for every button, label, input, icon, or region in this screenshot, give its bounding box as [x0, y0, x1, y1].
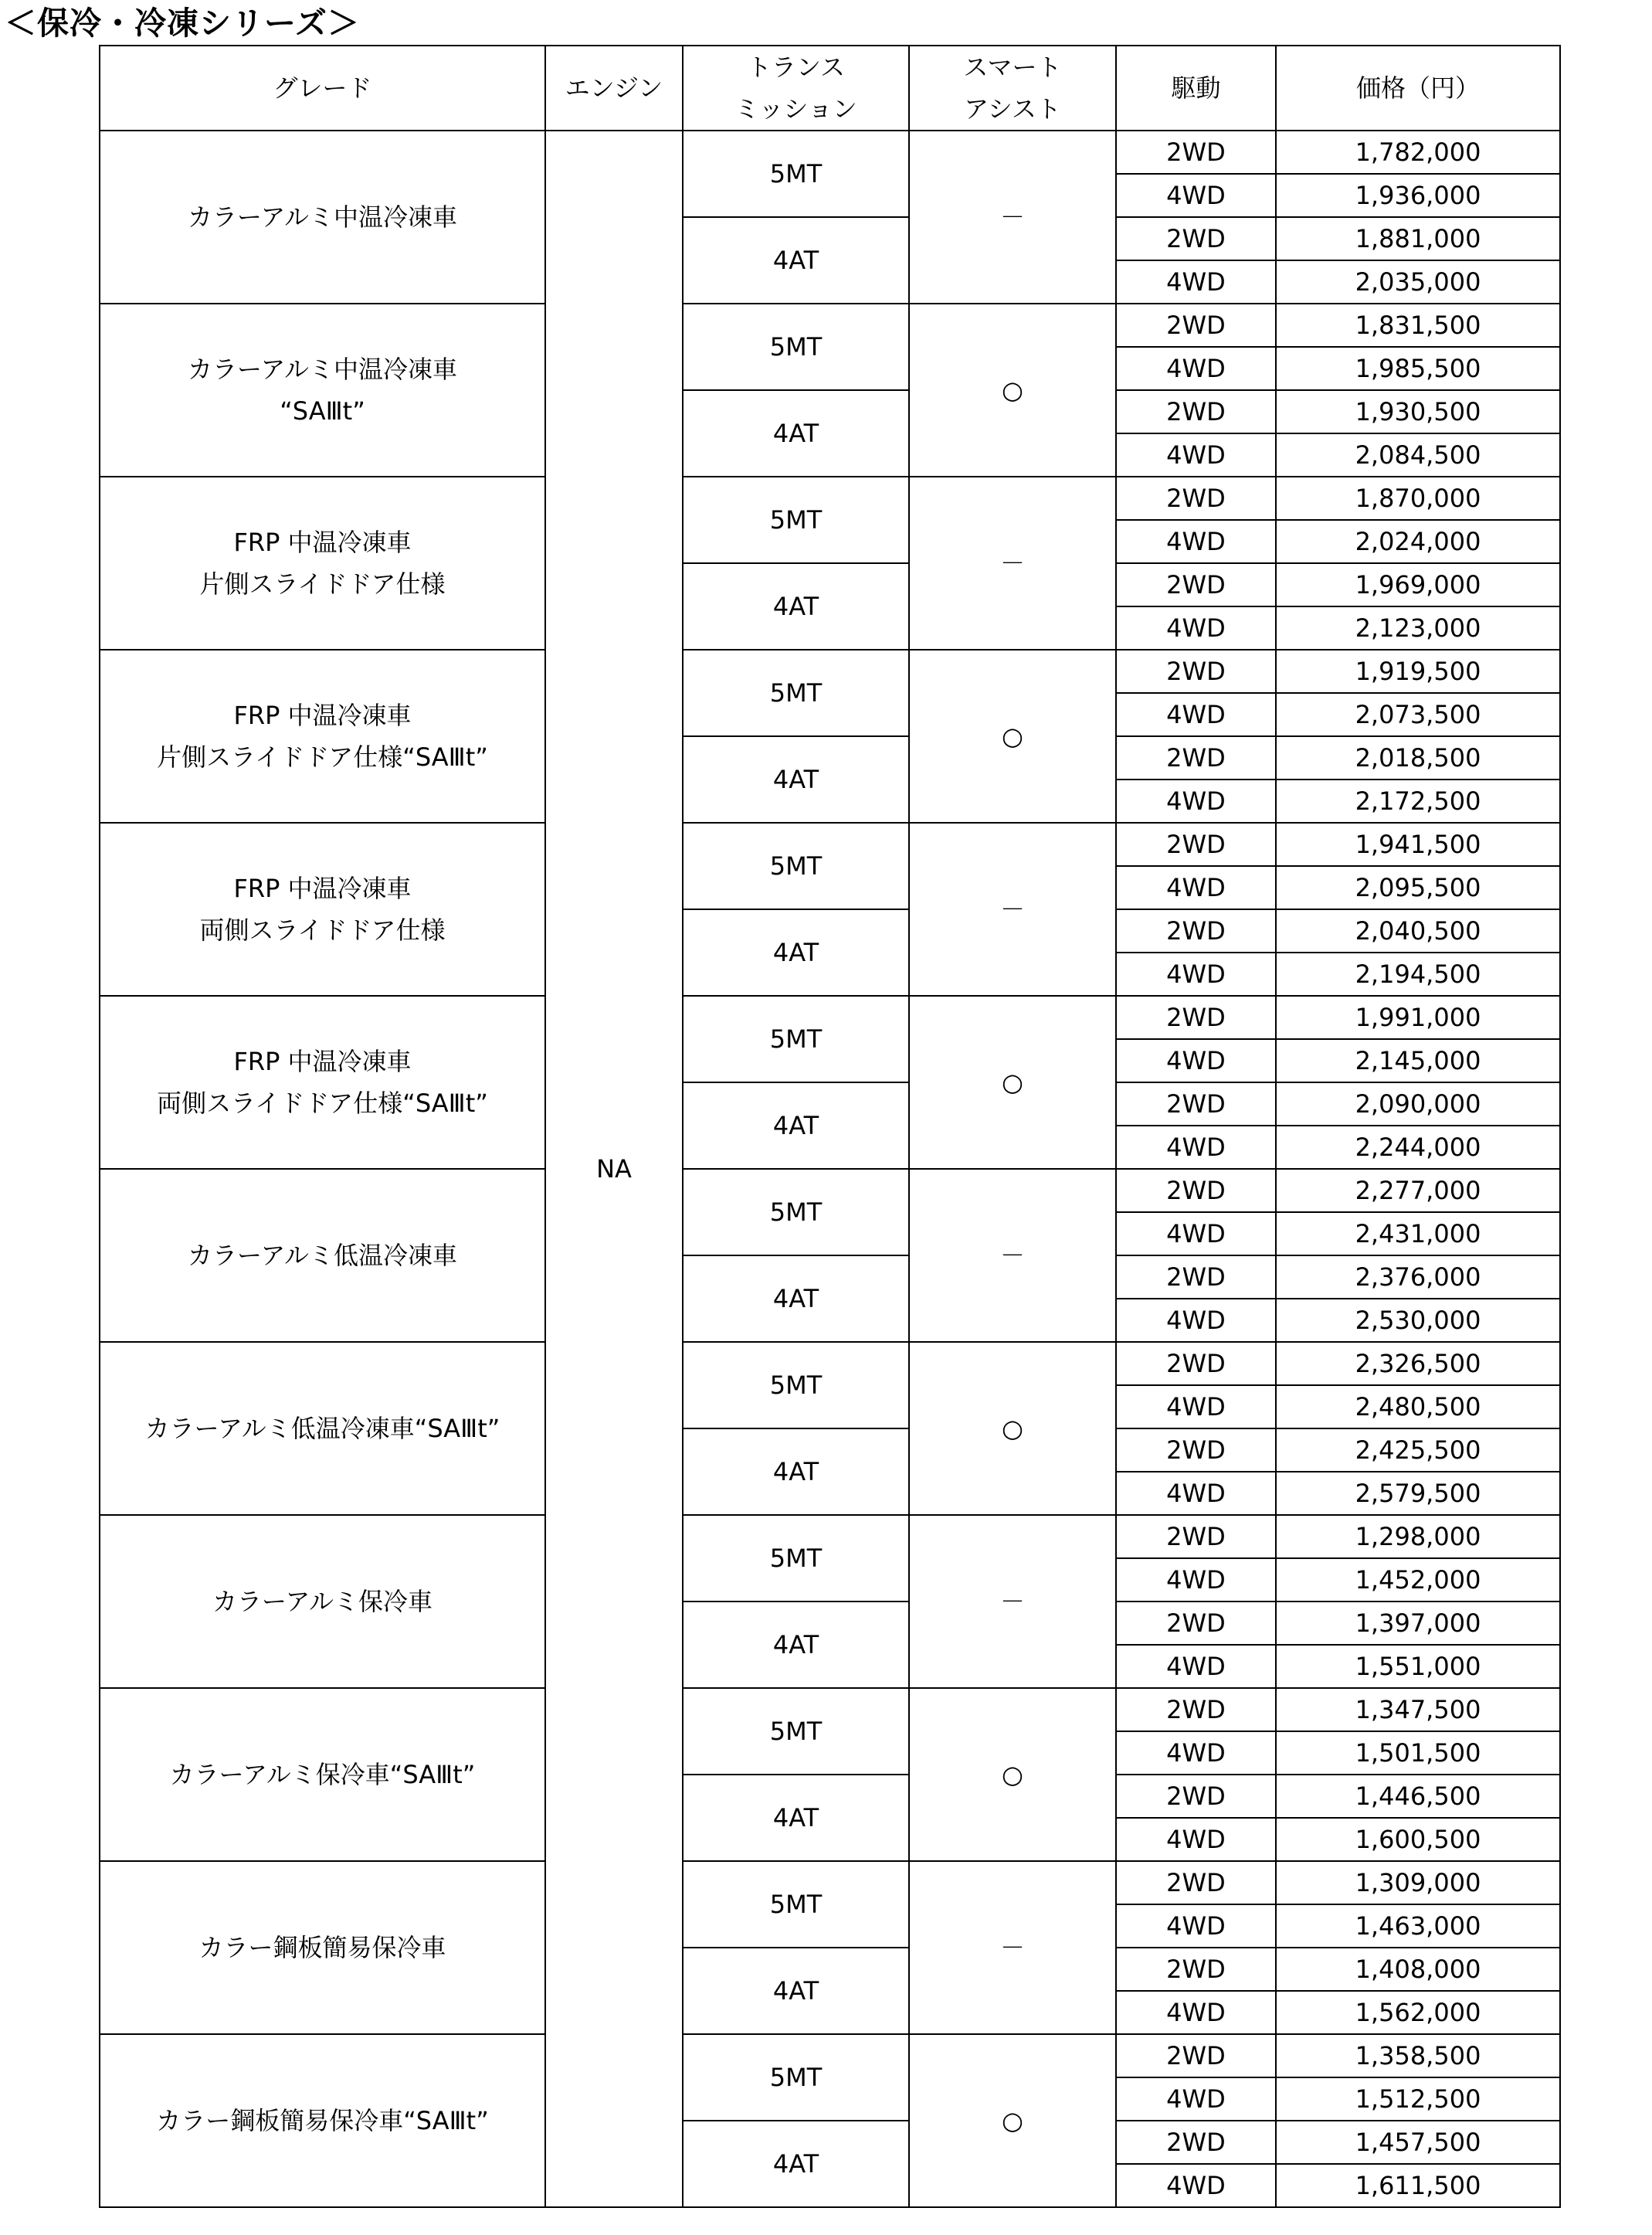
table-row — [100, 996, 1560, 1039]
drive-cell: 4WD — [1116, 866, 1276, 909]
drive-cell: 4WD — [1116, 1904, 1276, 1948]
transmission-cell: 5MT — [683, 2034, 909, 2121]
transmission-cell: 4AT — [683, 2121, 909, 2207]
price-cell: 1,941,500 — [1276, 823, 1560, 866]
price-cell: 2,035,000 — [1276, 260, 1560, 304]
price-cell: 2,326,500 — [1276, 1342, 1560, 1385]
table-row — [100, 131, 1560, 174]
price-cell: 2,194,500 — [1276, 953, 1560, 996]
transmission-cell: 5MT — [683, 996, 909, 1082]
drive-cell: 4WD — [1116, 2077, 1276, 2121]
smart-assist-cell: ○ — [909, 1342, 1116, 1515]
drive-cell: 2WD — [1116, 1861, 1276, 1904]
drive-cell: 2WD — [1116, 217, 1276, 260]
drive-cell: 4WD — [1116, 1645, 1276, 1688]
drive-cell: 2WD — [1116, 1082, 1276, 1126]
price-cell: 2,018,500 — [1276, 736, 1560, 780]
table-row — [100, 650, 1560, 693]
price-cell: 1,870,000 — [1276, 477, 1560, 520]
transmission-cell: 4AT — [683, 1948, 909, 2034]
transmission-cell: 4AT — [683, 1775, 909, 1861]
drive-cell: 4WD — [1116, 433, 1276, 477]
section-title: ＜保冷・冷凍シリーズ＞ — [5, 5, 360, 42]
price-cell: 2,172,500 — [1276, 780, 1560, 823]
drive-cell: 2WD — [1116, 1255, 1276, 1299]
drive-cell: 2WD — [1116, 650, 1276, 693]
transmission-cell: 5MT — [683, 1688, 909, 1775]
transmission-cell: 4AT — [683, 217, 909, 304]
engine-cell: NA — [545, 131, 683, 2207]
price-cell: 1,408,000 — [1276, 1948, 1560, 1991]
transmission-cell: 5MT — [683, 823, 909, 909]
price-cell: 2,073,500 — [1276, 693, 1560, 736]
transmission-cell: 4AT — [683, 1255, 909, 1342]
smart-assist-cell: ○ — [909, 1688, 1116, 1861]
price-cell: 1,985,500 — [1276, 347, 1560, 390]
drive-cell: 4WD — [1116, 780, 1276, 823]
drive-cell: 4WD — [1116, 1991, 1276, 2034]
drive-cell: 2WD — [1116, 477, 1276, 520]
header-engine: エンジン — [545, 46, 683, 131]
price-cell: 2,145,000 — [1276, 1039, 1560, 1082]
price-cell: 2,431,000 — [1276, 1212, 1560, 1255]
grade-cell: FRP 中温冷凍車 片側スライドドア仕様 — [100, 477, 545, 650]
transmission-cell: 4AT — [683, 563, 909, 650]
grade-cell: カラーアルミ中温冷凍車 — [100, 131, 545, 304]
drive-cell: 4WD — [1116, 1212, 1276, 1255]
drive-cell: 2WD — [1116, 563, 1276, 606]
price-cell: 2,376,000 — [1276, 1255, 1560, 1299]
grade-cell: FRP 中温冷凍車 両側スライドドア仕様“SAⅢt” — [100, 996, 545, 1169]
table-row — [100, 304, 1560, 347]
price-cell: 1,309,000 — [1276, 1861, 1560, 1904]
table-row — [100, 1342, 1560, 1385]
price-cell: 2,277,000 — [1276, 1169, 1560, 1212]
transmission-cell: 5MT — [683, 1342, 909, 1428]
drive-cell: 2WD — [1116, 131, 1276, 174]
price-cell: 1,881,000 — [1276, 217, 1560, 260]
grade-cell: カラー鋼板簡易保冷車 — [100, 1861, 545, 2034]
drive-cell: 4WD — [1116, 1385, 1276, 1428]
transmission-cell: 4AT — [683, 909, 909, 996]
price-cell: 1,457,500 — [1276, 2121, 1560, 2164]
grade-cell: カラーアルミ中温冷凍車 “SAⅢt” — [100, 304, 545, 477]
drive-cell: 4WD — [1116, 2164, 1276, 2207]
transmission-cell: 4AT — [683, 736, 909, 823]
price-cell: 2,579,500 — [1276, 1472, 1560, 1515]
price-cell: 1,397,000 — [1276, 1602, 1560, 1645]
grade-cell: カラーアルミ保冷車“SAⅢt” — [100, 1688, 545, 1861]
drive-cell: 4WD — [1116, 260, 1276, 304]
price-cell: 1,919,500 — [1276, 650, 1560, 693]
transmission-cell: 5MT — [683, 304, 909, 390]
price-cell: 1,969,000 — [1276, 563, 1560, 606]
price-cell: 1,930,500 — [1276, 390, 1560, 433]
price-cell: 2,123,000 — [1276, 606, 1560, 650]
smart-assist-cell: － — [909, 1861, 1116, 2034]
header-row — [100, 46, 1560, 131]
drive-cell: 4WD — [1116, 1299, 1276, 1342]
price-cell: 2,480,500 — [1276, 1385, 1560, 1428]
drive-cell: 4WD — [1116, 1818, 1276, 1861]
table-row — [100, 823, 1560, 866]
grade-cell: カラーアルミ保冷車 — [100, 1515, 545, 1688]
table-body — [100, 131, 1560, 2207]
smart-assist-cell: ○ — [909, 996, 1116, 1169]
grade-cell: カラーアルミ低温冷凍車“SAⅢt” — [100, 1342, 545, 1515]
price-cell: 2,095,500 — [1276, 866, 1560, 909]
drive-cell: 2WD — [1116, 1342, 1276, 1385]
header-transmission: トランス ミッション — [683, 46, 909, 131]
price-cell: 1,452,000 — [1276, 1558, 1560, 1602]
transmission-cell: 4AT — [683, 1602, 909, 1688]
drive-cell: 2WD — [1116, 2121, 1276, 2164]
drive-cell: 2WD — [1116, 1775, 1276, 1818]
price-cell: 1,611,500 — [1276, 2164, 1560, 2207]
price-cell: 2,084,500 — [1276, 433, 1560, 477]
drive-cell: 4WD — [1116, 953, 1276, 996]
price-cell: 2,530,000 — [1276, 1299, 1560, 1342]
price-cell: 1,562,000 — [1276, 1991, 1560, 2034]
price-table — [99, 45, 1561, 2208]
drive-cell: 2WD — [1116, 1428, 1276, 1472]
smart-assist-cell: － — [909, 1169, 1116, 1342]
price-cell: 2,244,000 — [1276, 1126, 1560, 1169]
drive-cell: 4WD — [1116, 520, 1276, 563]
drive-cell: 2WD — [1116, 736, 1276, 780]
price-cell: 1,512,500 — [1276, 2077, 1560, 2121]
table-row — [100, 477, 1560, 520]
header-smart-assist: スマート アシスト — [909, 46, 1116, 131]
drive-cell: 2WD — [1116, 390, 1276, 433]
grade-cell: FRP 中温冷凍車 片側スライドドア仕様“SAⅢt” — [100, 650, 545, 823]
price-cell: 2,024,000 — [1276, 520, 1560, 563]
transmission-cell: 5MT — [683, 650, 909, 736]
price-cell: 2,090,000 — [1276, 1082, 1560, 1126]
table-row — [100, 2034, 1560, 2077]
drive-cell: 2WD — [1116, 1948, 1276, 1991]
transmission-cell: 4AT — [683, 1428, 909, 1515]
price-cell: 1,782,000 — [1276, 131, 1560, 174]
table-row — [100, 1688, 1560, 1731]
drive-cell: 4WD — [1116, 1731, 1276, 1775]
drive-cell: 4WD — [1116, 1472, 1276, 1515]
price-cell: 2,040,500 — [1276, 909, 1560, 953]
drive-cell: 4WD — [1116, 1039, 1276, 1082]
transmission-cell: 5MT — [683, 477, 909, 563]
drive-cell: 4WD — [1116, 1126, 1276, 1169]
drive-cell: 2WD — [1116, 1515, 1276, 1558]
smart-assist-cell: － — [909, 477, 1116, 650]
price-cell: 1,463,000 — [1276, 1904, 1560, 1948]
transmission-cell: 5MT — [683, 1169, 909, 1255]
smart-assist-cell: － — [909, 1515, 1116, 1688]
transmission-cell: 5MT — [683, 1515, 909, 1602]
price-cell: 2,425,500 — [1276, 1428, 1560, 1472]
price-cell: 1,347,500 — [1276, 1688, 1560, 1731]
header-price: 価格（円） — [1276, 46, 1560, 131]
drive-cell: 4WD — [1116, 693, 1276, 736]
drive-cell: 2WD — [1116, 2034, 1276, 2077]
drive-cell: 4WD — [1116, 1558, 1276, 1602]
price-cell: 1,446,500 — [1276, 1775, 1560, 1818]
transmission-cell: 4AT — [683, 390, 909, 477]
price-cell: 1,298,000 — [1276, 1515, 1560, 1558]
header-drive: 駆動 — [1116, 46, 1276, 131]
price-cell: 1,501,500 — [1276, 1731, 1560, 1775]
table-row — [100, 1169, 1560, 1212]
table-row — [100, 1861, 1560, 1904]
drive-cell: 4WD — [1116, 174, 1276, 217]
price-cell: 1,831,500 — [1276, 304, 1560, 347]
grade-cell: FRP 中温冷凍車 両側スライドドア仕様 — [100, 823, 545, 996]
transmission-cell: 4AT — [683, 1082, 909, 1169]
drive-cell: 2WD — [1116, 823, 1276, 866]
smart-assist-cell: － — [909, 131, 1116, 304]
drive-cell: 4WD — [1116, 347, 1276, 390]
grade-cell: カラー鋼板簡易保冷車“SAⅢt” — [100, 2034, 545, 2207]
smart-assist-cell: ○ — [909, 2034, 1116, 2207]
table-row — [100, 1515, 1560, 1558]
smart-assist-cell: ○ — [909, 650, 1116, 823]
drive-cell: 2WD — [1116, 909, 1276, 953]
drive-cell: 4WD — [1116, 606, 1276, 650]
drive-cell: 2WD — [1116, 996, 1276, 1039]
drive-cell: 2WD — [1116, 1602, 1276, 1645]
grade-cell: カラーアルミ低温冷凍車 — [100, 1169, 545, 1342]
drive-cell: 2WD — [1116, 304, 1276, 347]
header-grade: グレード — [100, 46, 545, 131]
smart-assist-cell: － — [909, 823, 1116, 996]
smart-assist-cell: ○ — [909, 304, 1116, 477]
transmission-cell: 5MT — [683, 131, 909, 217]
drive-cell: 2WD — [1116, 1688, 1276, 1731]
price-cell: 1,936,000 — [1276, 174, 1560, 217]
price-cell: 1,358,500 — [1276, 2034, 1560, 2077]
price-cell: 1,600,500 — [1276, 1818, 1560, 1861]
transmission-cell: 5MT — [683, 1861, 909, 1948]
drive-cell: 2WD — [1116, 1169, 1276, 1212]
price-cell: 1,551,000 — [1276, 1645, 1560, 1688]
price-cell: 1,991,000 — [1276, 996, 1560, 1039]
